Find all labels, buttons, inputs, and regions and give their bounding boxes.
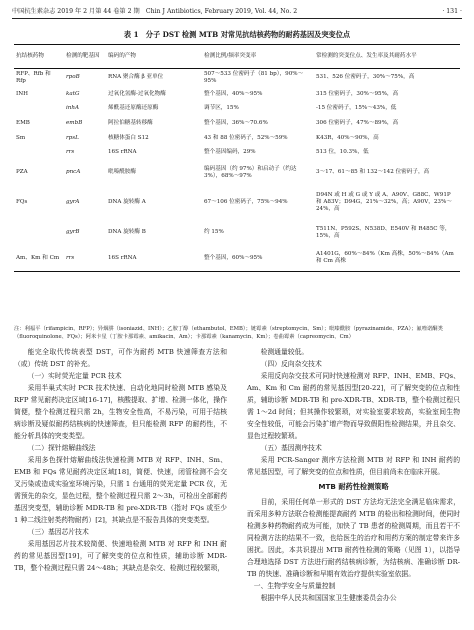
column-header: 检测的靶基因 — [64, 45, 106, 69]
paragraph: 采用半巢式实时 PCR 技术快速、自动化地同时检测 MTB 感染及 RFP 常见耐药决定区域[16-17]，核酸提取、扩增、检测一体化，操作简便，整个检测过程只需 2h，生物安全性高，不易污染，可用于结核病诊断及疑似耐药结核病的快速筛查，但只能检测 RFP 的耐药性，不能分析具体的突变类型。 — [14, 384, 227, 440]
paragraph: 采用 PCR-Sanger 测序方法检测 MTB 对 RFP 和 INH 耐药的常见基因型，可了解突变的位点和性质，但目前尚未在临床开展。 — [247, 456, 460, 476]
subsection-heading: （三）基因芯片技术 — [27, 528, 89, 536]
table-cell: Sm — [16, 134, 26, 141]
table-cell: DNA 旋转酶 A — [108, 199, 146, 205]
paragraph: 能完全取代传统表型 DST，可作为耐药 MTB 快速筛查方法和（或）传统 DST 的补充。 — [14, 348, 227, 368]
table-row — [14, 146, 460, 160]
subsection-heading: （五）基因测序技术 — [260, 444, 322, 452]
subsection-heading: 一、生物学安全与质量控制 — [253, 582, 336, 590]
table-cell: EMB — [16, 119, 30, 126]
page-number: · 131 · — [442, 8, 462, 15]
table-cell: RFP、Rfb 和 Rfp — [16, 70, 51, 84]
table-cell: rrs — [64, 246, 106, 272]
paragraph: 目前，采用任何单一形式的 DST 方法均无法完全满足临床需求，而采用多种方法联合检测能提高耐药 MTB 的检出和检测时间，使同时检测多种药物耐药成为可能，加快了 TB 患者的检测周期，而且若干不同检测方法的结果不一致，也给医生的治疗和用药方案的制定带来许多困扰。因此，本共识提出 MTB 耐药性检测的策略（见图 1），以指导合理地选择 DST 方法进行耐药结核病诊断，为结核病、准确诊断 DR-TB 的快速、准确诊断和早期有效治疗提供实验室依据。 — [247, 498, 460, 578]
table-cell: gyrA — [66, 199, 80, 205]
table-cell: 16S rRNA — [106, 246, 202, 272]
table-cell — [14, 220, 64, 246]
table-cell: INH — [16, 90, 28, 97]
paragraph: 采用反向杂交技术可同时快速检测对 RFP、INH、EMB、FQs、Am、Km 和 Cm 耐药的常见基因型[20-22]，可了解突变的位点和性质，辅助诊断 MDR-TB 和 pre-XDR-TB、XDR-TB，整个检测过程只需 1～2d 时间；但其操作较繁琐，对实验室要求较高，实验室间生物安全性较低，可能会污染扩增产物而导致假阳性检测结果，并且杂交、显色过程较繁琐。 — [247, 372, 460, 440]
table-cell: 整个基因，40%～95% — [204, 90, 263, 97]
table-cell: 43 和 88 位密码子，52%～59% — [204, 134, 288, 141]
table-cell: 67～106 位密码子，75%～94% — [204, 199, 288, 205]
subsection-heading: （一）实时荧光定量 PCR 技术 — [27, 372, 122, 380]
table-cell: RNA 聚合酶 β 亚单位 — [108, 74, 164, 81]
table-cell: T511N、P592S、N538D、E540V 和 R485C 等，15%，高 — [316, 225, 451, 239]
table-cell: -15 位密码子，15%～43%，低 — [316, 105, 397, 111]
table-cell: embB — [66, 119, 83, 126]
running-header — [12, 6, 462, 19]
table-cell: 315 位密码子，30%～95%，高 — [316, 90, 399, 97]
paragraph: 采用多色探针熔解曲线法快速检测 MTB 对 RFP、INH、Sm、EMB 和 FQs 常见耐药决定区域[18]，简便、快速，闭管检测不会交叉污染或造成实验室环境污染，只需 1 台通用的荧光定量 PCR 仪，无需预先的杂交，显色过程，整个检测过程只需 2～3h，可检出全部耐药基因突变型，辅助诊断 MDR-TB 和 pre-XDR-TB（指对 FQs 或至少 1 种二线注射类药物耐药）[2]，其缺点是不报告具体的突变类型。 — [14, 456, 227, 524]
table-cell: A1401G，60%～84%（Km 高株，50%～84%（Am 和 Cm 高株 — [314, 246, 460, 272]
table-cell: FQs — [16, 199, 28, 205]
column-header: 抗结核药物 — [14, 45, 64, 69]
journal-citation: 中国抗生素杂志 2019 年 2 月第 44 卷第 2 期 Chin J Antibiotics, February 2019, Vol. 44, No. 2 — [12, 8, 298, 15]
table-row — [14, 186, 460, 220]
table-cell: 16S rRNA — [108, 149, 137, 155]
table-cell: pncA — [66, 169, 81, 175]
table-title: 表 1 分子 DST 检测 MTB 对常见抗结核药物的耐药基因及突变位点 — [123, 30, 351, 39]
body-column-right — [247, 346, 460, 604]
table-cell: gyrB — [66, 229, 80, 235]
table-row — [14, 87, 460, 102]
table-cell: 531、526 位密码子，30%～75%，高 — [316, 74, 415, 81]
table-cell: 核糖体蛋白 S12 — [108, 134, 149, 141]
table-cell: Am、Km 和 Cm — [14, 246, 64, 272]
table-cell: 烯酰基还原酶还原酶 — [108, 105, 159, 111]
table-cell: DNA 旋转酶 B — [108, 229, 146, 235]
column-header: 编码的产物 — [106, 45, 202, 69]
table-cell: D94N 或 H 或 G 或 Y 或 A、A90V、G88C、W91P 和 A83V；D94G，21%～32%，高；A90V，23%～24%，高 — [316, 192, 452, 212]
table-cell: 507～533 位密码子（81 bp），90%～95% — [204, 70, 304, 84]
section-heading: MTB 耐药性检测策略 — [318, 482, 389, 491]
table-row — [14, 131, 460, 146]
table-cell: katG — [66, 90, 80, 97]
table-cell: 513 位，10.3%，低 — [316, 149, 369, 155]
table-cell — [14, 146, 64, 160]
table-cell: 3～17、61～85 和 132～142 位密码子，高 — [316, 169, 430, 175]
table-row — [14, 160, 460, 186]
table-cell: inhA — [66, 105, 80, 111]
table-row — [14, 246, 460, 272]
paragraph: 检测通量较低。 — [260, 348, 309, 356]
table-cell: 过氧化氢酶-过氧化物酶 — [108, 90, 166, 97]
subsection-heading: （二）探针熔解曲线法 — [27, 444, 96, 452]
table-footnote: 注：利福平（rifampicin、RFP）；异烟肼（isoniazid、INH）；乙胺丁醇（ethambutol、EMB）；链霉素（streptomycin、Sm）；吡嗪酰胺（pyrazinamide、PZA）；氟喹诺酮类（fluoroquinolone、FQs）；阿米卡星（丁胺卡那霉素、amikacin、Am）；卡那霉素（kanamycin、Km）；卷曲霉素（capreomycin、Cm） — [14, 326, 443, 340]
table-header-row — [14, 45, 460, 69]
table-row — [14, 116, 460, 131]
table-cell: 编码基因（约 97%）和启动子（约达 3%），68%～97% — [204, 165, 297, 179]
table-cell: rpsL — [66, 134, 79, 141]
table-row — [14, 220, 460, 246]
table-cell: 约 15% — [204, 229, 224, 235]
table-cell: rrs — [66, 149, 75, 155]
table-row — [14, 102, 460, 116]
table-row — [14, 69, 460, 87]
resistance-gene-table — [14, 44, 460, 272]
table-cell: rpoB — [66, 74, 80, 81]
subsection-heading: （四）反向杂交技术 — [260, 360, 322, 368]
column-header: 常检测的突变位点、发生率及其耐药水平 — [314, 45, 460, 69]
paragraph: 采用基因芯片技术较简便、快速地检测 MTB 对 RFP 和 INH 耐药的常见基因型[19]，可了解突变的位点和性质，辅助诊断 MDR-TB，整个检测过程只需 24～48h；其缺点是杂交、检测过程较繁琐， — [14, 540, 227, 572]
table-body — [14, 69, 460, 272]
table-cell — [14, 102, 64, 116]
table-cell: 吡嗪酰胺酶 — [108, 169, 136, 175]
table-cell: K43R，40%～90%，高 — [316, 134, 379, 141]
table-cell: 306 位密码子，47%～89%，高 — [316, 119, 399, 126]
paragraph: 根据中华人民共和国国家卫生健康委员会办公 — [260, 594, 397, 602]
table-cell: 整个基因，36%～70.6% — [204, 119, 268, 126]
table-cell: 整个基因编码，29% — [204, 149, 256, 155]
column-header: 检测比例/频率突变率 — [202, 45, 314, 69]
table-cell: 整个基因，60%～95% — [202, 246, 314, 272]
table-cell: 调节区，15% — [204, 105, 239, 111]
table-cell: PZA — [16, 169, 28, 175]
table-cell: 阿拉伯糖基转移酶 — [108, 119, 153, 126]
body-column-left — [14, 346, 227, 574]
